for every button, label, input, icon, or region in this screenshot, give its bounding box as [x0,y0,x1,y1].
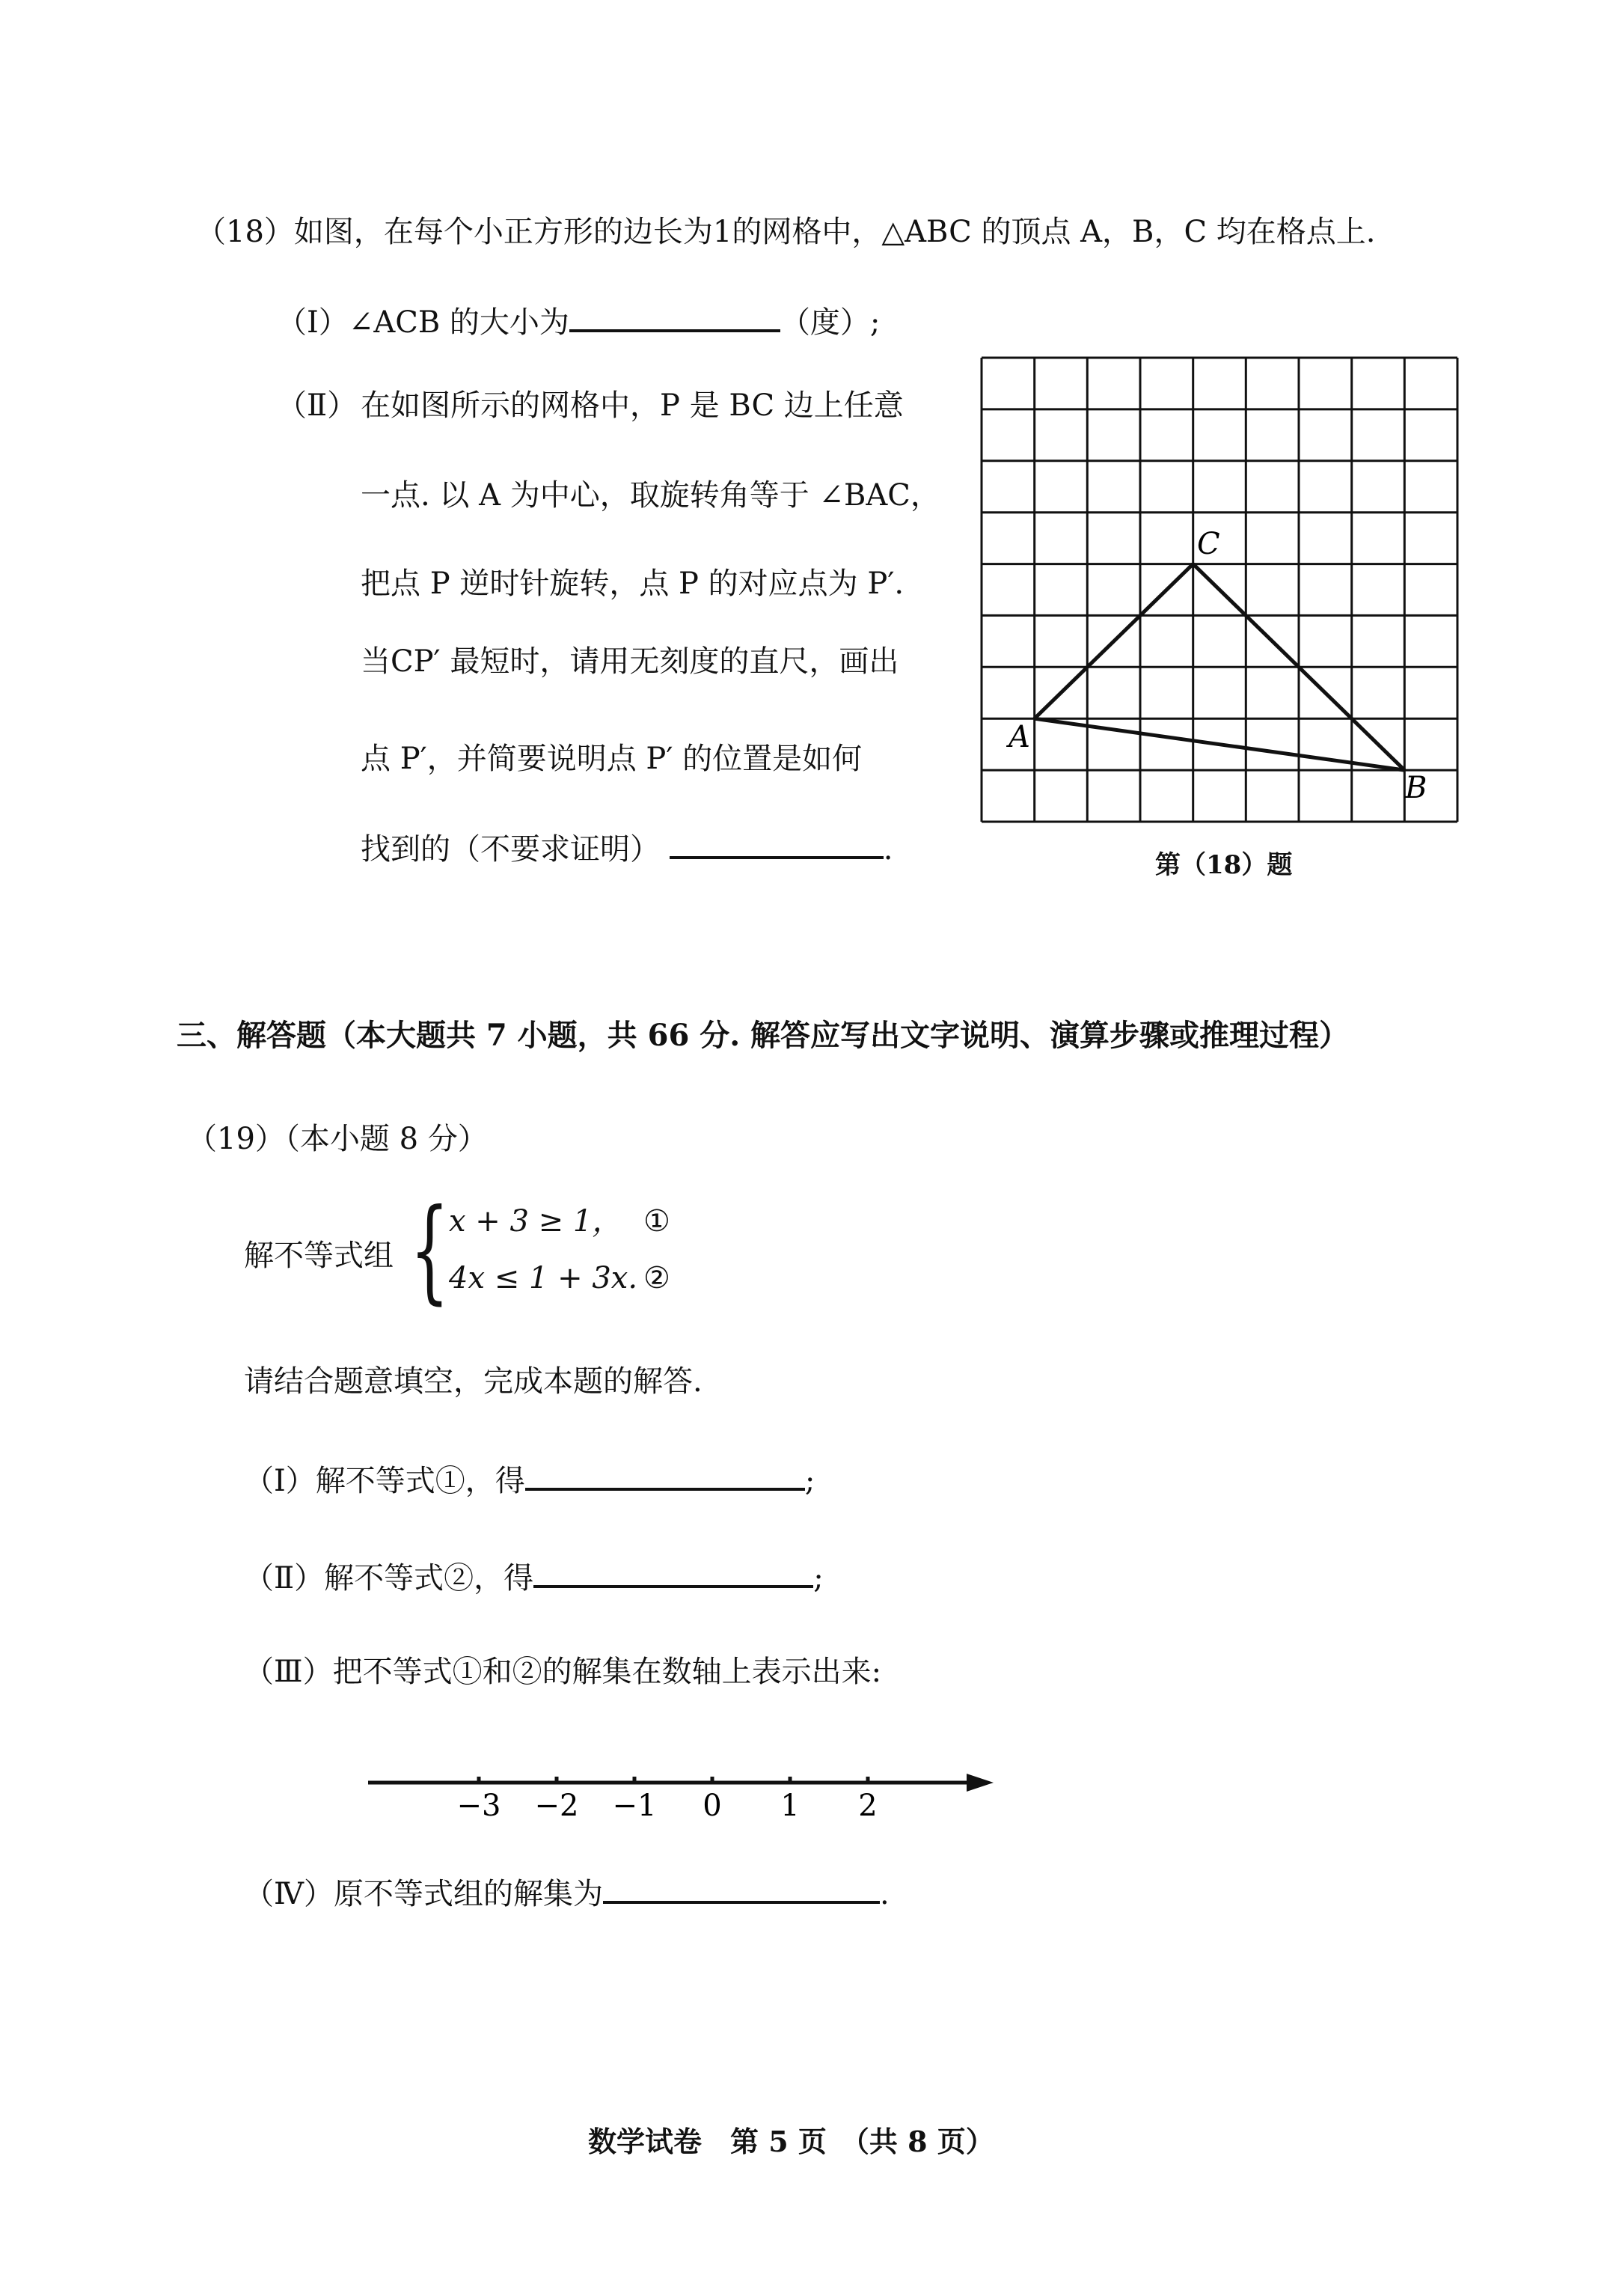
q18-figure-caption: 第（18）题 [1155,850,1293,880]
segment-ac [1035,564,1193,719]
q18-part1 [277,299,880,344]
q19-step1 [244,1458,815,1502]
section3-heading: 三、解答题（本大题共 7 小题，共 66 分. 解答应写出文字说明、演算步骤或推理过程） [177,1018,1350,1053]
q19-step4-end: . [879,1877,890,1911]
q19-step2-answer-blank[interactable] [533,1555,813,1588]
q18-part2-line-2: 一点. 以 A 为中心，取旋转角等于 ∠BAC， [361,478,940,513]
q18-part1-answer-blank[interactable] [569,299,780,332]
q18-part1-label: （Ⅰ） [277,305,349,340]
q19-step3: （Ⅲ）把不等式①和②的解集在数轴上表示出来: [244,1655,882,1689]
segment-ab [1035,718,1405,770]
q18-part2-line-6-text: 找到的（不要求证明） [361,832,660,867]
q19-label: （19）（本小题 8 分） [187,1122,488,1156]
q18-part2-line-4: 当CP′ 最短时，请用无刻度的直尺，画出 [361,644,899,679]
number-line-tick-label: 0 [703,1789,722,1823]
q19-number-line[interactable] [359,1759,1017,1826]
q18-part2-line-1: 在如图所示的网格中，P 是 BC 边上任意 [361,388,904,423]
q19-system-brace: { [410,1185,450,1316]
q19-step2-end: ; [813,1561,824,1596]
q18-part2-line-6 [361,826,893,870]
q19-step4 [244,1871,890,1915]
q18-stem: （18）如图，在每个小正方形的边长为1的网格中，△ABC 的顶点 A，B，C 均在格点上. [196,215,1376,249]
q19-step1-end: ; [804,1464,815,1498]
q19-ineq1-mark: ① [643,1204,670,1239]
q19-instruction: 请结合题意填空，完成本题的解答. [244,1364,703,1399]
q18-grid-figure [973,352,1489,831]
q18-part1-prefix: ∠ACB 的大小为 [348,305,569,340]
q19-step2 [244,1555,824,1599]
q19-system-prefix: 解不等式组 [244,1239,394,1273]
point-label-c: C [1197,527,1220,561]
q19-step1-answer-blank[interactable] [525,1458,805,1491]
q19-step4-answer-blank[interactable] [603,1871,880,1904]
q19-ineq2: 4x ≤ 1 + 3x. [449,1261,638,1295]
q19-step1-text: （Ⅰ）解不等式①，得 [244,1464,525,1498]
q18-part2-label: （Ⅱ） [277,388,358,423]
number-line-tick-label: −2 [534,1789,579,1823]
q18-part2-line-5: 点 P′，并简要说明点 P′ 的位置是如何 [361,742,863,776]
q19-ineq1: x + 3 ≥ 1， [449,1204,622,1239]
number-line-arrow [967,1774,994,1792]
q19-step2-text: （Ⅱ）解不等式②，得 [244,1561,534,1596]
q18-part2-end: . [883,832,893,867]
point-label-b: B [1405,771,1427,805]
q18-part2-line-3: 把点 P 逆时针旋转，点 P 的对应点为 P′. [361,567,905,601]
page-footer: 数学试卷 第 5 页 （共 8 页） [588,2125,994,2158]
number-line-tick-label: 1 [780,1789,800,1823]
q19-step4-text: （Ⅳ）原不等式组的解集为 [244,1877,603,1911]
q19-ineq2-mark: ② [643,1261,670,1295]
number-line-tick-label: −1 [612,1789,657,1823]
q18-part2-answer-blank[interactable] [670,826,884,859]
number-line-tick-label: −3 [456,1789,501,1823]
q18-part1-suffix: （度）; [780,305,881,340]
point-label-a: A [1009,720,1030,754]
number-line-tick-label: 2 [858,1789,878,1823]
